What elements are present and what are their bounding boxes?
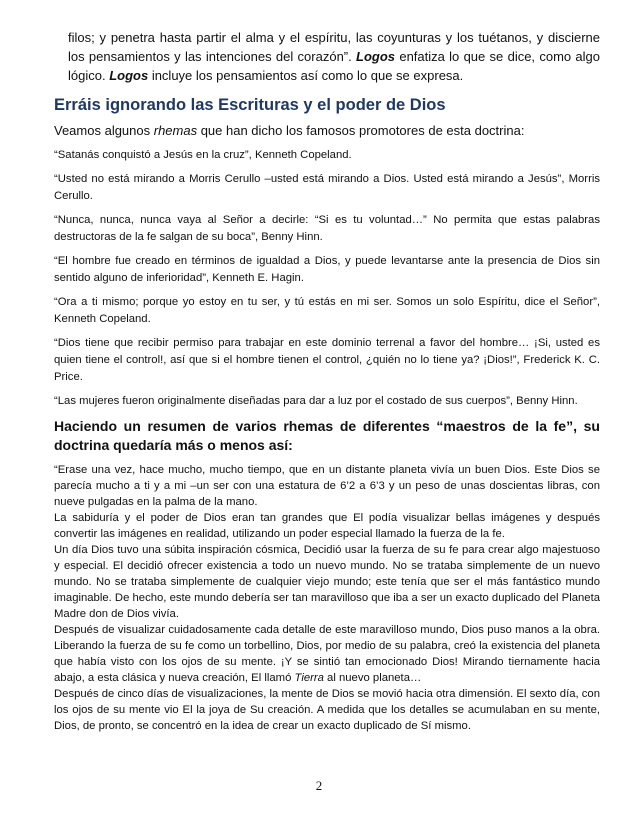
page-number: 2 (315, 778, 323, 793)
intro-text-2: enfatiza lo que se dice, como algo lógico. (68, 49, 601, 83)
quote-copeland-cruz: “Satanás conquistó a Jesús en la cruz”, Kenneth Copeland. (54, 149, 352, 161)
intro-text-3: incluye los pensamientos así como lo que se expresa. (148, 68, 464, 83)
story-p4-text-after: al nuevo planeta… (323, 672, 422, 684)
lead-italic-term: rhemas (153, 123, 198, 138)
logos-term-2: Logos (109, 68, 149, 83)
intro-text-1: filos; y penetra hasta partir el alma y el espíritu, las coyunturas y los tuétanos, y discierne los pensamientos y las intenciones del corazón”. (68, 30, 600, 64)
quote-price: “Dios tiene que recibir permiso para trabajar en este dominio terrenal a favor del hombre… ¡Si, usted es quien tiene el control!, así que si el hombre tienen el control, ¿quién no lo tiene ya? ¡Dios!”, Frederick K. C. Price. (54, 337, 600, 383)
quote-hinn-voluntad: “Nunca, nunca, nunca vaya al Señor a decirle: “Si es tu voluntad…” No permita que estas palabras destructoras de la fe salgan de su boca”, Benny Hinn. (54, 214, 600, 243)
lead-paragraph (54, 122, 600, 140)
story-p4-text-before: Después de visualizar cuidadosamente cada detalle de este maravilloso mundo, Dios puso manos a la obra. Liberando la fuerza de su fe como un torbellino, Dios, por medio de su palabra, creó la existencia del planeta que había visto con los ojos de su mente. ¡Y se sintió tan emocionado Dios! Mirando tiernamente hacia abajo, a esta clásica y nueva creación, El llamó (54, 624, 600, 684)
quote-cerullo: “Usted no está mirando a Morris Cerullo –usted está mirando a Dios. Usted está mirando a Jesús”, Morris Cerullo. (54, 173, 600, 202)
section-heading: Erráis ignorando las Escrituras y el poder de Dios (54, 96, 446, 114)
quote-hinn-mujeres: “Las mujeres fueron originalmente diseñadas para dar a luz por el costado de sus cuerpos”, Benny Hinn. (54, 395, 578, 407)
quote-copeland-espiritu: “Ora a ti mismo; porque yo estoy en tu ser, y tú estás en mi ser. Somos un solo Espíritu, dice el Señor”, Kenneth Copeland. (54, 296, 600, 325)
story-paragraph-1: “Erase una vez, hace mucho, mucho tiempo, que en un distante planeta vivía un buen Dios. Este Dios se parecía mucho a ti y a mi –un ser con una estatura de 6’2 a 6’3 y un peso de unas doscientas libras, con nueve pulgadas en la palma de la mano. (54, 464, 600, 508)
lead-text-before: Veamos algunos (54, 123, 154, 138)
story-paragraph-5: Después de cinco días de visualizaciones, la mente de Dios se movió hacia otra dimensión. El sexto día, con los ojos de su mente vio El la joya de Su creación. A medida que los detalles se acumulaban en su mente, Dios, de pronto, se concentró en la idea de crear un exacto duplicado de Sí mismo. (54, 688, 600, 732)
lead-text-after: que han dicho los famosos promotores de esta doctrina: (197, 123, 525, 138)
intro-paragraph (54, 28, 600, 85)
summary-heading: Haciendo un resumen de varios rhemas de diferentes “maestros de la fe”, su doctrina quedaría más o menos así: (54, 418, 600, 453)
story-paragraph-4 (54, 622, 600, 686)
logos-term-1: Logos (356, 49, 396, 64)
quote-hagin: “El hombre fue creado en términos de igualdad a Dios, y puede levantarse ante la presencia de Dios sin sentido alguno de inferioridad”, Kenneth E. Hagin. (54, 255, 600, 284)
story-paragraph-3: Un día Dios tuvo una súbita inspiración cósmica, Decidió usar la fuerza de su fe para crear algo majestuoso y especial. El decidió ofrecer existencia a todo un nuevo mundo. No se trataba simplemente de un nuevo mundo. No se trataba simplemente de cualquier viejo mundo; este tenía que ser el más fantástico mundo imaginable. De hecho, este mundo debería ser tan maravilloso que iba a ser un exacto duplicado del Planeta Madre don de Dios vivía. (54, 544, 600, 620)
story-paragraph-2: La sabiduría y el poder de Dios eran tan grandes que El podía visualizar bellas imágenes y después convertir las imágenes en realidad, utilizando un poder especial llamado la fuerza de la fe. (54, 512, 600, 540)
story-p4-italic: Tierra (294, 672, 324, 684)
